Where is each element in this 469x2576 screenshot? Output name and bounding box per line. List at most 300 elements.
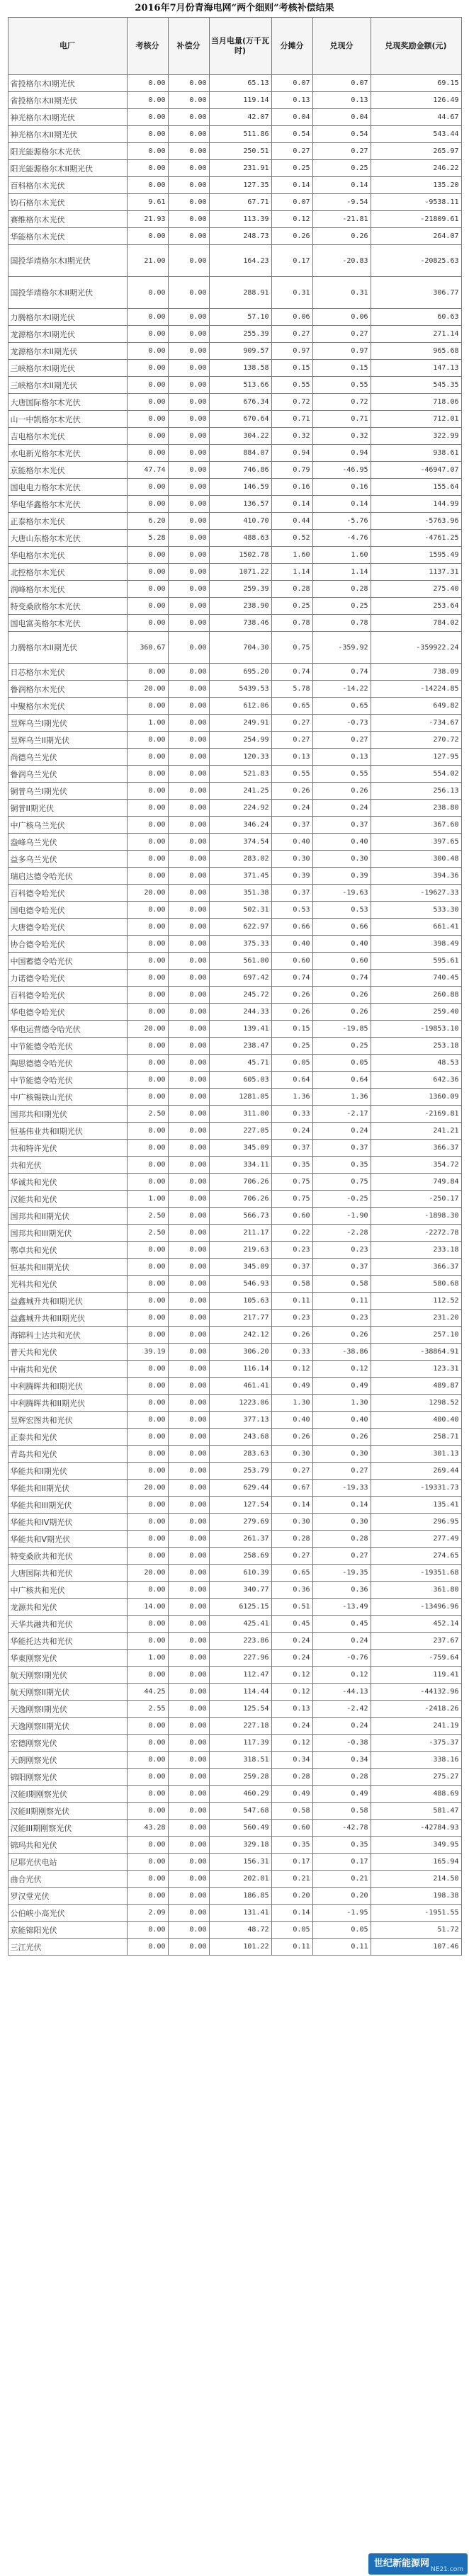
compensation-cell: 0.00 <box>168 1633 209 1650</box>
redeem-cell: 0.40 <box>312 834 371 851</box>
redeem-cell: 0.27 <box>312 732 371 749</box>
redeem-cell: -2.28 <box>312 1225 371 1242</box>
redeem-cell: 0.49 <box>312 1378 371 1395</box>
reward-cell: 256.13 <box>371 783 461 800</box>
redeem-cell: 0.32 <box>312 428 371 445</box>
compensation-cell: 0.00 <box>168 1684 209 1701</box>
table-row <box>8 1718 461 1735</box>
assessment-cell: 0.00 <box>127 1548 168 1565</box>
compensation-cell: 0.00 <box>168 936 209 953</box>
table-row <box>8 632 461 664</box>
compensation-cell: 0.00 <box>168 885 209 902</box>
reward-cell: 361.80 <box>371 1582 461 1599</box>
redeem-cell: 0.23 <box>312 1310 371 1327</box>
assessment-cell: 0.00 <box>127 615 168 632</box>
redeem-cell: 0.05 <box>312 1055 371 1072</box>
allocation-cell: 0.53 <box>271 902 312 919</box>
compensation-cell: 0.00 <box>168 1565 209 1582</box>
allocation-cell: 0.35 <box>271 1837 312 1854</box>
assessment-cell: 0.00 <box>127 547 168 564</box>
plant-name-cell: 正泰共和光伏 <box>8 1429 127 1446</box>
assessment-cell: 0.00 <box>127 1786 168 1803</box>
energy-cell: 560.49 <box>209 1820 271 1837</box>
table-row <box>8 1803 461 1820</box>
compensation-cell: 0.00 <box>168 1174 209 1191</box>
compensation-cell: 0.00 <box>168 160 209 177</box>
compensation-cell: 0.00 <box>168 681 209 698</box>
reward-cell: -19351.68 <box>371 1565 461 1582</box>
table-row <box>8 987 461 1004</box>
reward-cell: 155.64 <box>371 479 461 496</box>
assessment-cell: 0.00 <box>127 1735 168 1752</box>
redeem-cell: -5.76 <box>312 513 371 530</box>
reward-cell: 489.87 <box>371 1378 461 1395</box>
assessment-cell: 0.00 <box>127 1276 168 1293</box>
energy-cell: 258.69 <box>209 1548 271 1565</box>
compensation-cell: 0.00 <box>168 953 209 970</box>
plant-name-cell: 协合德令哈光伏 <box>8 936 127 953</box>
table-row <box>8 834 461 851</box>
energy-cell: 101.22 <box>209 1939 271 1956</box>
allocation-cell: 0.05 <box>271 1922 312 1939</box>
watermark-text: 世纪新能源网 <box>374 2558 430 2569</box>
redeem-cell: 0.13 <box>312 749 371 766</box>
table-row <box>8 732 461 749</box>
assessment-cell: 0.00 <box>127 496 168 513</box>
redeem-cell: 0.31 <box>312 277 371 309</box>
table-row <box>8 445 461 462</box>
col-header-energy: 当月电量(万千瓦时) <box>209 18 271 75</box>
compensation-cell: 0.00 <box>168 1412 209 1429</box>
redeem-cell: -13.49 <box>312 1599 371 1616</box>
plant-name-cell: 昱辉乌兰II期光伏 <box>8 732 127 749</box>
redeem-cell: 0.24 <box>312 1123 371 1140</box>
compensation-cell: 0.00 <box>168 1514 209 1531</box>
compensation-cell: 0.00 <box>168 1939 209 1956</box>
table-row <box>8 547 461 564</box>
allocation-cell: 0.75 <box>271 1191 312 1208</box>
table-row <box>8 496 461 513</box>
energy-cell: 243.68 <box>209 1429 271 1446</box>
reward-cell: 661.41 <box>371 919 461 936</box>
redeem-cell: 0.26 <box>312 987 371 1004</box>
assessment-cell: 5.28 <box>127 530 168 547</box>
plant-name-cell: 华能共和IV期光伏 <box>8 1514 127 1531</box>
table-row <box>8 109 461 126</box>
redeem-cell: 0.04 <box>312 109 371 126</box>
energy-cell: 114.44 <box>209 1684 271 1701</box>
compensation-cell: 0.00 <box>168 632 209 664</box>
table-row <box>8 783 461 800</box>
energy-cell: 546.93 <box>209 1276 271 1293</box>
energy-cell: 566.73 <box>209 1208 271 1225</box>
compensation-cell: 0.00 <box>168 1446 209 1463</box>
assessment-cell: 44.25 <box>127 1684 168 1701</box>
assessment-cell: 0.00 <box>127 92 168 109</box>
assessment-cell: 0.00 <box>127 987 168 1004</box>
reward-cell: 533.30 <box>371 902 461 919</box>
energy-cell: 909.57 <box>209 343 271 360</box>
allocation-cell: 0.24 <box>271 1650 312 1667</box>
compensation-cell: 0.00 <box>168 1786 209 1803</box>
table-row <box>8 194 461 211</box>
allocation-cell: 0.14 <box>271 1905 312 1922</box>
table-row <box>8 715 461 732</box>
allocation-cell: 0.44 <box>271 513 312 530</box>
table-row <box>8 1582 461 1599</box>
compensation-cell: 0.00 <box>168 902 209 919</box>
allocation-cell: 0.24 <box>271 800 312 817</box>
plant-name-cell: 力诺德令哈光伏 <box>8 970 127 987</box>
redeem-cell: -0.25 <box>312 1191 371 1208</box>
redeem-cell: -20.83 <box>312 245 371 277</box>
assessment-cell: 39.19 <box>127 1344 168 1361</box>
energy-cell: 242.12 <box>209 1327 271 1344</box>
assessment-cell: 0.00 <box>127 698 168 715</box>
compensation-cell: 0.00 <box>168 783 209 800</box>
allocation-cell: 0.60 <box>271 1208 312 1225</box>
compensation-cell: 0.00 <box>168 766 209 783</box>
plant-name-cell: 锦玛共和光伏 <box>8 1837 127 1854</box>
table-row <box>8 75 461 92</box>
table-row <box>8 1820 461 1837</box>
compensation-cell: 0.00 <box>168 445 209 462</box>
plant-name-cell: 龙源格尔木I期光伏 <box>8 326 127 343</box>
col-header-compensation: 补偿分 <box>168 18 209 75</box>
assessment-cell: 0.00 <box>127 277 168 309</box>
compensation-cell: 0.00 <box>168 1140 209 1157</box>
assessment-cell: 0.00 <box>127 936 168 953</box>
allocation-cell: 0.31 <box>271 277 312 309</box>
reward-cell: -44132.96 <box>371 1684 461 1701</box>
compensation-cell: 0.00 <box>168 1735 209 1752</box>
table-row <box>8 1786 461 1803</box>
table-row <box>8 598 461 615</box>
assessment-cell: 0.00 <box>127 109 168 126</box>
table-row <box>8 428 461 445</box>
table-row <box>8 326 461 343</box>
plant-name-cell: 华电德令哈光伏 <box>8 1004 127 1021</box>
plant-name-cell: 鲁润乌兰光伏 <box>8 766 127 783</box>
energy-cell: 1071.22 <box>209 564 271 581</box>
table-row <box>8 245 461 277</box>
reward-cell: 238.80 <box>371 800 461 817</box>
energy-cell: 67.71 <box>209 194 271 211</box>
compensation-cell: 0.00 <box>168 462 209 479</box>
compensation-cell: 0.00 <box>168 1701 209 1718</box>
plant-name-cell: 航天刚察I期光伏 <box>8 1667 127 1684</box>
reward-cell: 147.13 <box>371 360 461 377</box>
assessment-cell: 0.00 <box>127 1293 168 1310</box>
compensation-cell: 0.00 <box>168 987 209 1004</box>
allocation-cell: 1.30 <box>271 1395 312 1412</box>
assessment-cell: 0.00 <box>127 800 168 817</box>
plant-name-cell: 三峡格尔木I期光伏 <box>8 360 127 377</box>
plant-name-cell: 国邦共和III期光伏 <box>8 1225 127 1242</box>
plant-name-cell: 光科共和光伏 <box>8 1276 127 1293</box>
redeem-cell: 0.34 <box>312 1752 371 1769</box>
plant-name-cell: 龙源共和光伏 <box>8 1599 127 1616</box>
reward-cell: 123.31 <box>371 1361 461 1378</box>
table-row <box>8 564 461 581</box>
plant-name-cell: 益多乌兰光伏 <box>8 851 127 868</box>
redeem-cell: 0.24 <box>312 1718 371 1735</box>
redeem-cell: 0.40 <box>312 1412 371 1429</box>
allocation-cell: 0.97 <box>271 343 312 360</box>
energy-cell: 706.26 <box>209 1191 271 1208</box>
allocation-cell: 0.25 <box>271 160 312 177</box>
redeem-cell: 0.25 <box>312 160 371 177</box>
plant-name-cell: 尼耶光伏电站 <box>8 1854 127 1871</box>
redeem-cell: -44.13 <box>312 1684 371 1701</box>
compensation-cell: 0.00 <box>168 1395 209 1412</box>
plant-name-cell: 百科德令哈光伏 <box>8 885 127 902</box>
reward-cell: -250.17 <box>371 1191 461 1208</box>
reward-cell: 488.69 <box>371 1786 461 1803</box>
allocation-cell: 0.55 <box>271 766 312 783</box>
assessment-cell: 0.00 <box>127 1616 168 1633</box>
plant-name-cell: 汉能I期刚察光伏 <box>8 1786 127 1803</box>
energy-cell: 241.25 <box>209 783 271 800</box>
energy-cell: 460.29 <box>209 1786 271 1803</box>
assessment-cell: 0.00 <box>127 1854 168 1871</box>
reward-cell: 306.77 <box>371 277 461 309</box>
allocation-cell: 0.25 <box>271 1038 312 1055</box>
allocation-cell: 0.15 <box>271 360 312 377</box>
table-row <box>8 530 461 547</box>
assessment-cell: 0.00 <box>127 1871 168 1888</box>
col-header-assessment: 考核分 <box>127 18 168 75</box>
redeem-cell: -1.95 <box>312 1905 371 1922</box>
reward-cell: 275.27 <box>371 1769 461 1786</box>
assessment-cell: 20.00 <box>127 1021 168 1038</box>
plant-name-cell: 华电华鑫格尔木光伏 <box>8 496 127 513</box>
compensation-cell: 0.00 <box>168 1361 209 1378</box>
energy-cell: 261.37 <box>209 1531 271 1548</box>
table-row <box>8 1701 461 1718</box>
allocation-cell: 0.60 <box>271 953 312 970</box>
plant-name-cell: 力腾格尔木II期光伏 <box>8 632 127 664</box>
table-row <box>8 1089 461 1106</box>
plant-name-cell: 中利腾晖共和I期光伏 <box>8 1378 127 1395</box>
compensation-cell: 0.00 <box>168 428 209 445</box>
plant-name-cell: 龙源格尔木II期光伏 <box>8 343 127 360</box>
plant-name-cell: 北控格尔木光伏 <box>8 564 127 581</box>
allocation-cell: 1.60 <box>271 547 312 564</box>
energy-cell: 186.85 <box>209 1888 271 1905</box>
redeem-cell: 0.27 <box>312 1463 371 1480</box>
compensation-cell: 0.00 <box>168 211 209 228</box>
reward-cell: 253.64 <box>371 598 461 615</box>
plant-name-cell: 恒基共和II期光伏 <box>8 1259 127 1276</box>
plant-name-cell: 百科格尔木光伏 <box>8 177 127 194</box>
energy-cell: 884.07 <box>209 445 271 462</box>
table-row <box>8 411 461 428</box>
assessment-cell: 0.00 <box>127 1633 168 1650</box>
compensation-cell: 0.00 <box>168 547 209 564</box>
reward-cell: 543.44 <box>371 126 461 143</box>
redeem-cell: 0.23 <box>312 1242 371 1259</box>
assessment-cell: 0.00 <box>127 1463 168 1480</box>
plant-name-cell: 省投格尔木II期光伏 <box>8 92 127 109</box>
energy-cell: 670.64 <box>209 411 271 428</box>
reward-cell: 198.38 <box>371 1888 461 1905</box>
energy-cell: 227.05 <box>209 1123 271 1140</box>
plant-name-cell: 益鑫城升共和I期光伏 <box>8 1293 127 1310</box>
redeem-cell: 0.60 <box>312 953 371 970</box>
allocation-cell: 0.79 <box>271 462 312 479</box>
reward-cell: -2418.26 <box>371 1701 461 1718</box>
compensation-cell: 0.00 <box>168 1905 209 1922</box>
table-row <box>8 1939 461 1956</box>
compensation-cell: 0.00 <box>168 615 209 632</box>
energy-cell: 127.54 <box>209 1497 271 1514</box>
table-row <box>8 1327 461 1344</box>
energy-cell: 231.91 <box>209 160 271 177</box>
redeem-cell: 0.65 <box>312 698 371 715</box>
reward-cell: 277.49 <box>371 1531 461 1548</box>
redeem-cell: 0.20 <box>312 1888 371 1905</box>
plant-name-cell: 神光格尔木II期光伏 <box>8 126 127 143</box>
watermark-domain: NE21.com <box>431 2566 463 2573</box>
assessment-cell: 21.93 <box>127 211 168 228</box>
allocation-cell: 0.28 <box>271 1531 312 1548</box>
table-row <box>8 1004 461 1021</box>
allocation-cell: 0.37 <box>271 817 312 834</box>
assessment-cell: 0.00 <box>127 1259 168 1276</box>
energy-cell: 248.73 <box>209 228 271 245</box>
allocation-cell: 0.37 <box>271 885 312 902</box>
reward-cell: 237.67 <box>371 1633 461 1650</box>
assessment-cell: 2.55 <box>127 1701 168 1718</box>
reward-cell: -2169.81 <box>371 1106 461 1123</box>
table-row <box>8 277 461 309</box>
plant-name-cell: 共和光伏 <box>8 1157 127 1174</box>
energy-cell: 547.68 <box>209 1803 271 1820</box>
energy-cell: 304.22 <box>209 428 271 445</box>
compensation-cell: 0.00 <box>168 564 209 581</box>
allocation-cell: 0.06 <box>271 309 312 326</box>
reward-cell: -1898.30 <box>371 1208 461 1225</box>
compensation-cell: 0.00 <box>168 1531 209 1548</box>
redeem-cell: 0.26 <box>312 1327 371 1344</box>
reward-cell: 274.65 <box>371 1548 461 1565</box>
table-row <box>8 766 461 783</box>
reward-cell: 301.13 <box>371 1446 461 1463</box>
assessment-cell: 0.00 <box>127 143 168 160</box>
energy-cell: 502.31 <box>209 902 271 919</box>
energy-cell: 706.26 <box>209 1174 271 1191</box>
compensation-cell: 0.00 <box>168 1293 209 1310</box>
table-row <box>8 1140 461 1157</box>
plant-name-cell: 国电电力格尔木光伏 <box>8 479 127 496</box>
table-row <box>8 851 461 868</box>
reward-cell: 127.95 <box>371 749 461 766</box>
plant-name-cell: 京能锦阳光伏 <box>8 1922 127 1939</box>
energy-cell: 377.13 <box>209 1412 271 1429</box>
allocation-cell: 0.51 <box>271 1599 312 1616</box>
allocation-cell: 0.14 <box>271 1497 312 1514</box>
energy-cell: 254.99 <box>209 732 271 749</box>
energy-cell: 521.83 <box>209 766 271 783</box>
reward-cell: -375.37 <box>371 1735 461 1752</box>
redeem-cell: 0.12 <box>312 1667 371 1684</box>
plant-name-cell: 普天共和光伏 <box>8 1344 127 1361</box>
energy-cell: 250.51 <box>209 143 271 160</box>
table-row <box>8 160 461 177</box>
compensation-cell: 0.00 <box>168 245 209 277</box>
reward-cell: -9538.11 <box>371 194 461 211</box>
reward-cell: -2272.78 <box>371 1225 461 1242</box>
energy-cell: 5439.53 <box>209 681 271 698</box>
energy-cell: 146.59 <box>209 479 271 496</box>
allocation-cell: 0.65 <box>271 698 312 715</box>
table-row <box>8 360 461 377</box>
assessment-cell: 0.00 <box>127 445 168 462</box>
reward-cell: 246.22 <box>371 160 461 177</box>
redeem-cell: 0.27 <box>312 1548 371 1565</box>
table-row <box>8 1242 461 1259</box>
plant-name-cell: 中聚格尔木光伏 <box>8 698 127 715</box>
assessment-cell: 0.00 <box>127 377 168 394</box>
table-row <box>8 1633 461 1650</box>
allocation-cell: 0.60 <box>271 1820 312 1837</box>
energy-cell: 704.30 <box>209 632 271 664</box>
table-row <box>8 615 461 632</box>
redeem-cell: -9.54 <box>312 194 371 211</box>
plant-name-cell: 中广核共和光伏 <box>8 1582 127 1599</box>
table-row <box>8 749 461 766</box>
reward-cell: 398.49 <box>371 936 461 953</box>
energy-cell: 318.51 <box>209 1752 271 1769</box>
assessment-cell: 0.00 <box>127 817 168 834</box>
allocation-cell: 0.30 <box>271 1446 312 1463</box>
redeem-cell: 0.13 <box>312 92 371 109</box>
redeem-cell: 0.28 <box>312 1769 371 1786</box>
compensation-cell: 0.00 <box>168 1582 209 1599</box>
allocation-cell: 1.14 <box>271 564 312 581</box>
energy-cell: 211.17 <box>209 1225 271 1242</box>
assessment-cell: 0.00 <box>127 1803 168 1820</box>
reward-cell: 938.61 <box>371 445 461 462</box>
allocation-cell: 0.66 <box>271 919 312 936</box>
compensation-cell: 0.00 <box>168 411 209 428</box>
compensation-cell: 0.00 <box>168 92 209 109</box>
reward-cell: 738.09 <box>371 664 461 681</box>
table-row <box>8 1378 461 1395</box>
redeem-cell: -2.42 <box>312 1701 371 1718</box>
table-row <box>8 817 461 834</box>
energy-cell: 561.00 <box>209 953 271 970</box>
plant-name-cell: 京能格尔木光伏 <box>8 462 127 479</box>
energy-cell: 156.31 <box>209 1854 271 1871</box>
allocation-cell: 1.36 <box>271 1089 312 1106</box>
energy-cell: 288.91 <box>209 277 271 309</box>
allocation-cell: 0.07 <box>271 194 312 211</box>
table-row <box>8 309 461 326</box>
assessment-cell: 0.00 <box>127 851 168 868</box>
assessment-cell: 47.74 <box>127 462 168 479</box>
compensation-cell: 0.00 <box>168 1038 209 1055</box>
allocation-cell: 0.54 <box>271 126 312 143</box>
reward-cell: -46947.07 <box>371 462 461 479</box>
energy-cell: 125.54 <box>209 1701 271 1718</box>
reward-cell: 69.15 <box>371 75 461 92</box>
plant-name-cell: 铜普II期光伏 <box>8 800 127 817</box>
plant-name-cell: 尚德乌兰光伏 <box>8 749 127 766</box>
assessment-cell: 0.00 <box>127 749 168 766</box>
plant-name-cell: 赛维格尔木光伏 <box>8 211 127 228</box>
